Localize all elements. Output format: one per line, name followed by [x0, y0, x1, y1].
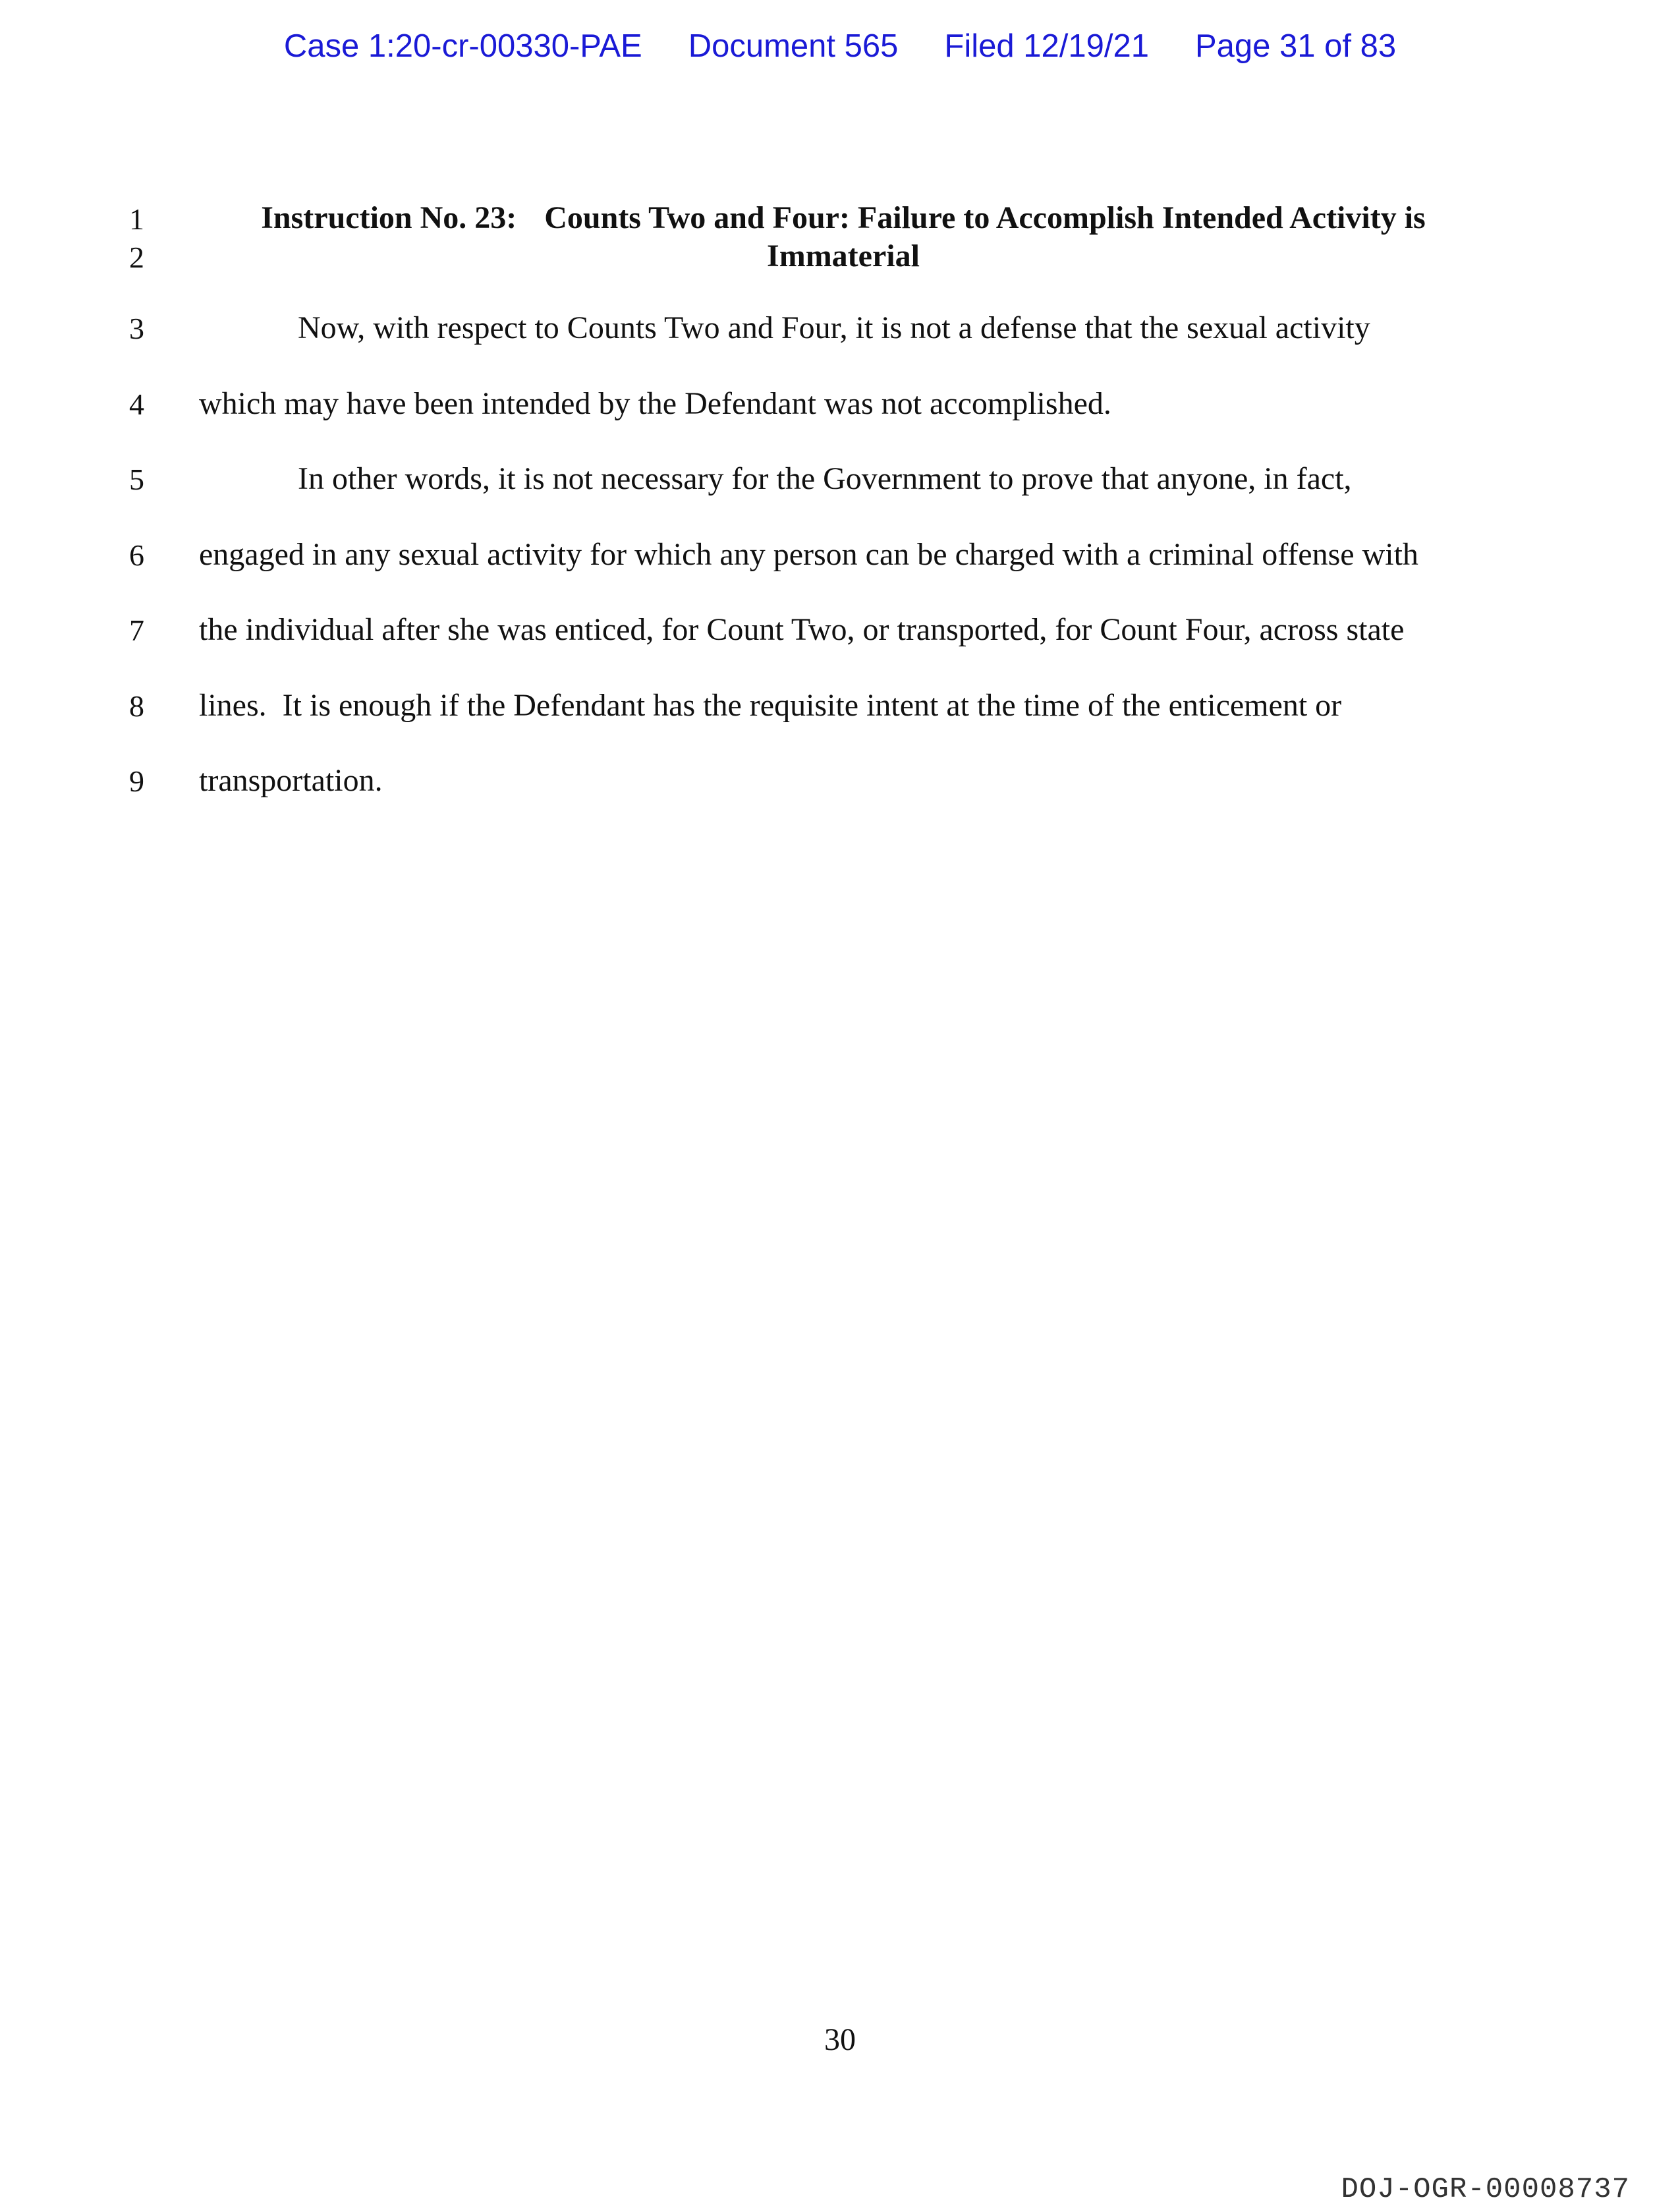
title-line-1	[198, 199, 1489, 237]
bates-number: DOJ-OGR-00008737	[1341, 2173, 1630, 2206]
body-text-line: the individual after she was enticed, for Count Two, or transported, for Count Four, across state	[199, 612, 1405, 647]
line-number: 7	[129, 613, 144, 647]
document-number: Document 565	[688, 28, 899, 64]
page-of-total: Page 31 of 83	[1194, 28, 1397, 64]
body-text-line: Now, with respect to Counts Two and Four, it is not a defense that the sexual activity	[298, 310, 1370, 345]
body-text-line: engaged in any sexual activity for which any person can be charged with a criminal offense with	[199, 537, 1418, 572]
title-line-2: Immaterial	[767, 239, 920, 273]
instruction-title	[198, 199, 1489, 275]
body-text-line: transportation.	[199, 763, 383, 798]
ecf-header	[0, 28, 1680, 65]
line-number: 2	[129, 241, 144, 274]
filed-date: Filed 12/19/21	[944, 28, 1149, 64]
page-number: 30	[824, 2022, 856, 2057]
line-number: 3	[129, 312, 144, 345]
instruction-number: Instruction No. 23:	[261, 200, 517, 235]
body-text-line: In other words, it is not necessary for the Government to prove that anyone, in fact,	[298, 461, 1352, 496]
instruction-heading: Counts Two and Four: Failure to Accomplish Intended Activity is	[544, 200, 1426, 235]
line-number: 1	[129, 202, 144, 236]
case-number: Case 1:20-cr-00330-PAE	[283, 28, 642, 64]
body-text-line: which may have been intended by the Defendant was not accomplished.	[199, 386, 1111, 421]
line-number: 9	[129, 764, 144, 798]
body-text-line: lines. It is enough if the Defendant has the requisite intent at the time of the enticement or	[199, 688, 1342, 723]
line-number: 4	[129, 387, 144, 421]
line-number: 5	[129, 463, 144, 496]
line-number: 6	[129, 538, 144, 572]
line-number: 8	[129, 689, 144, 723]
